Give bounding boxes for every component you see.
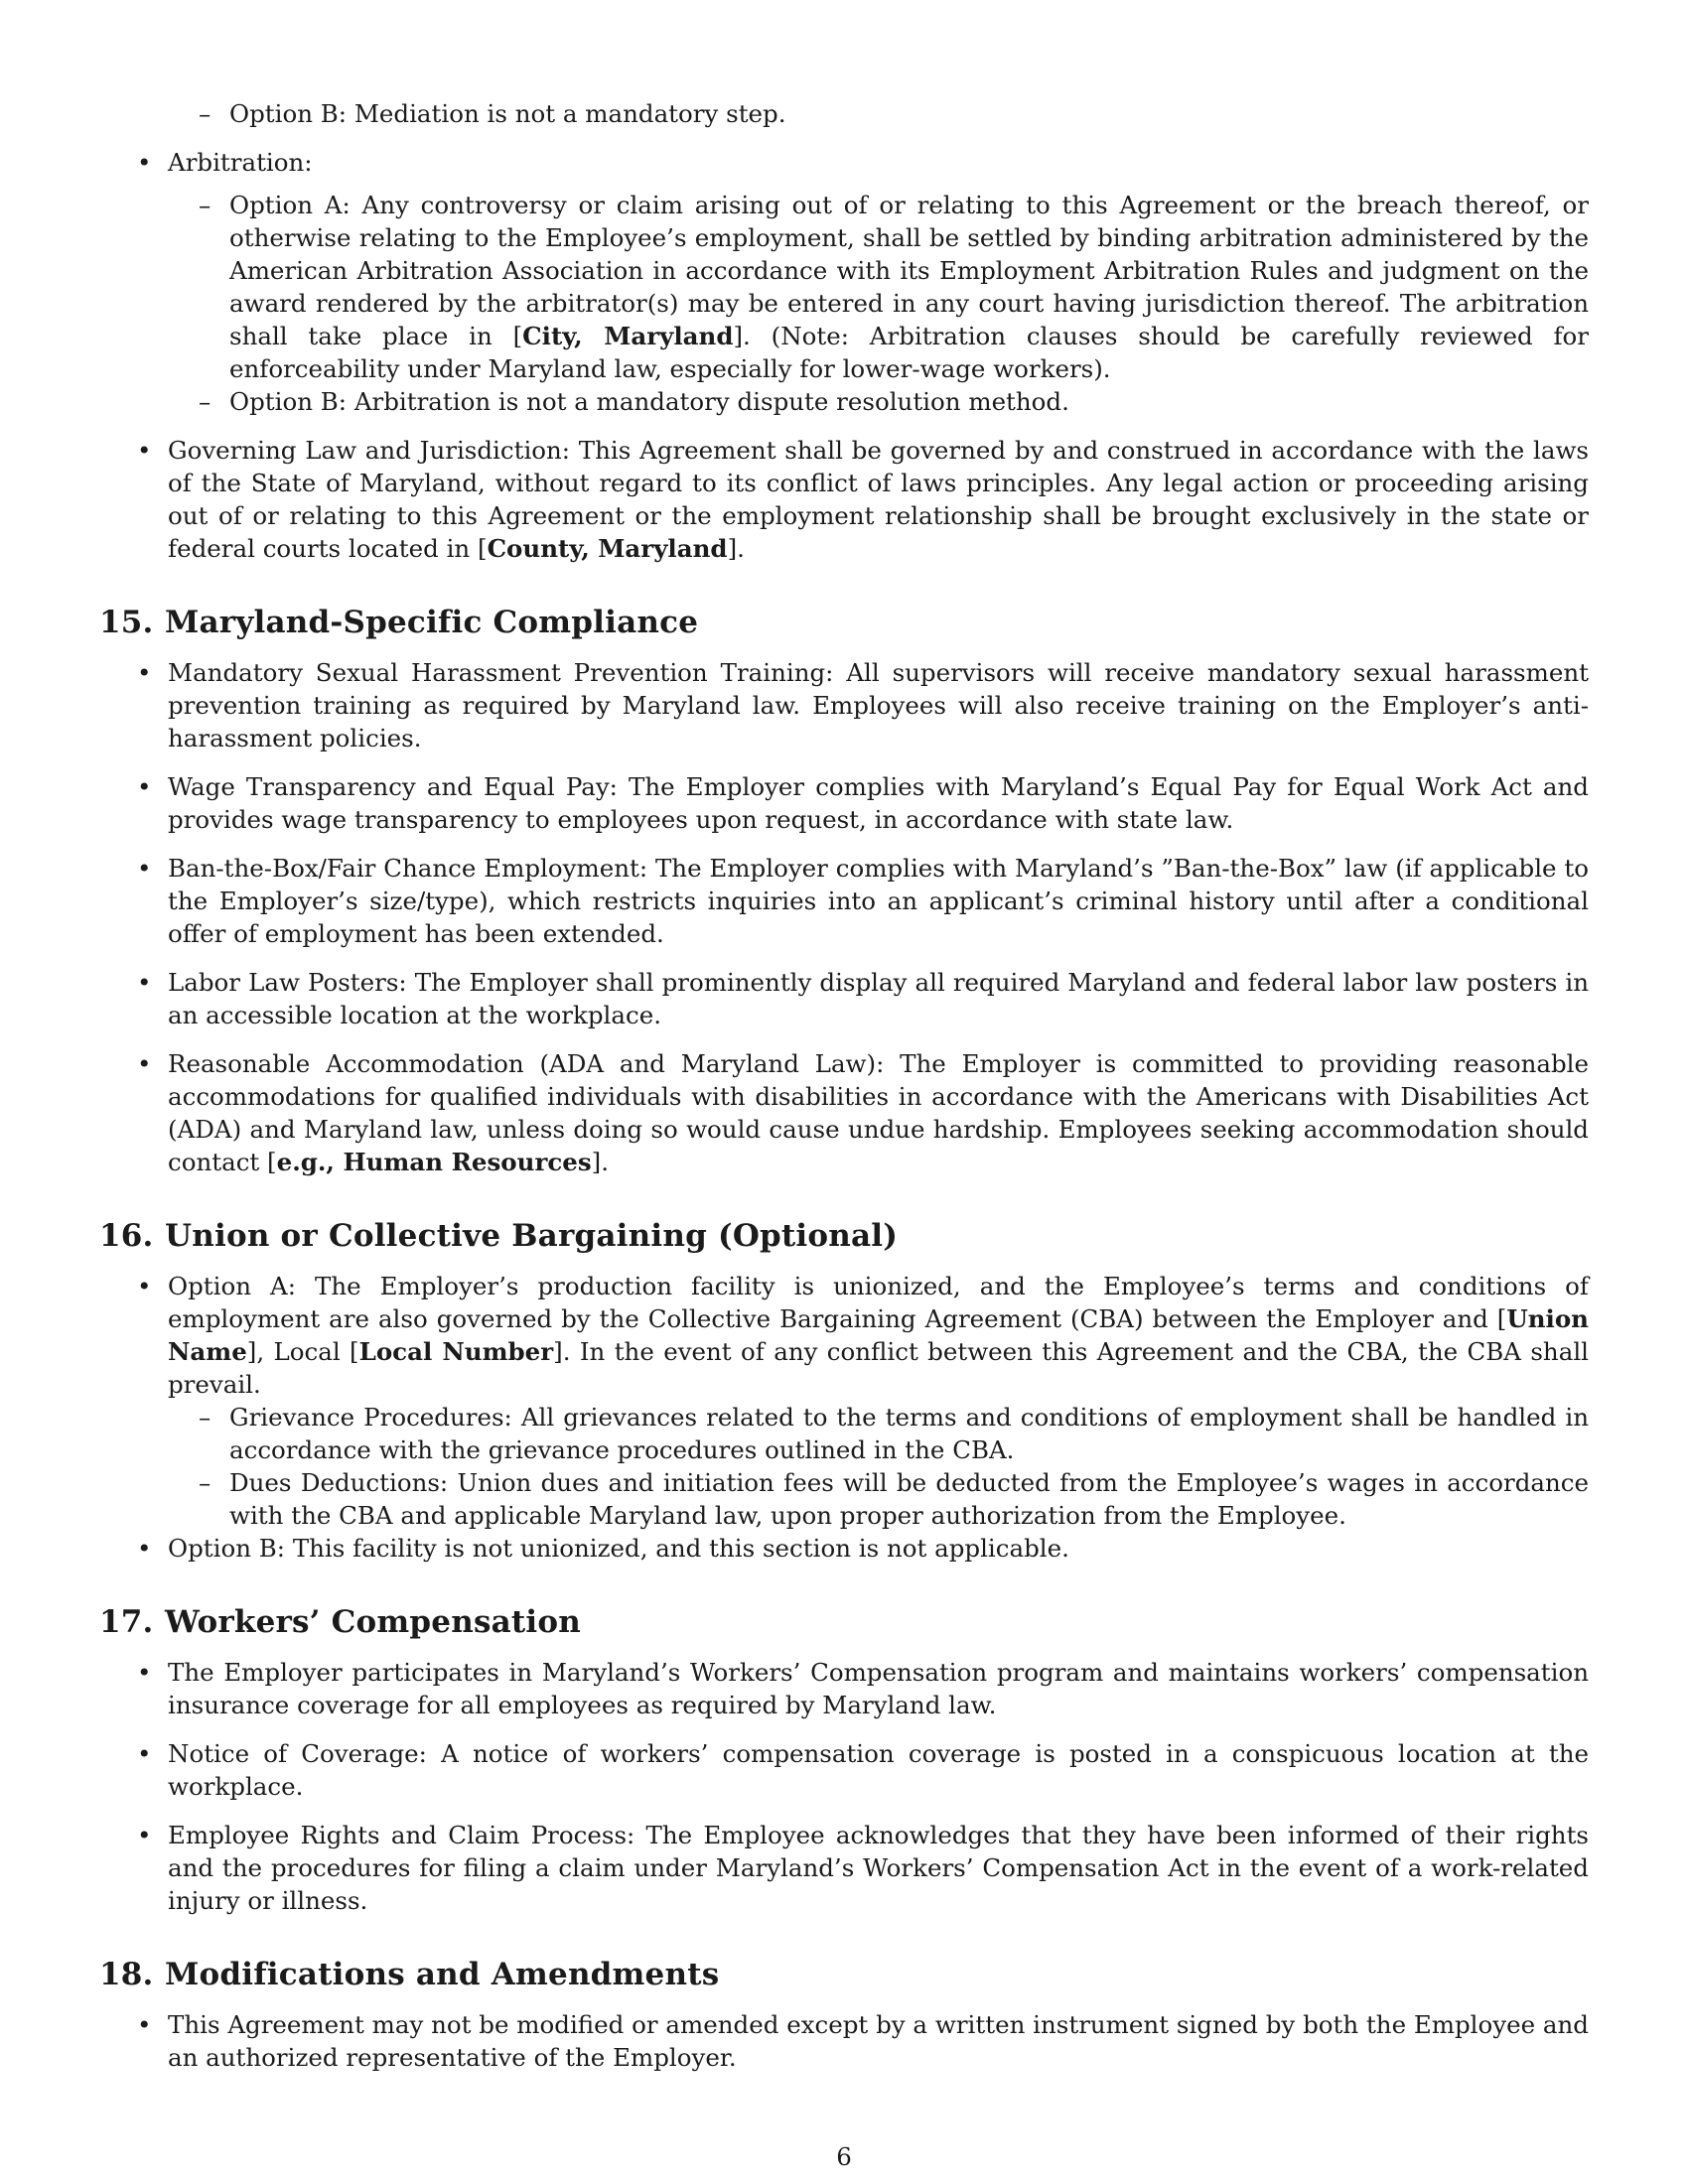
mediation-option-b: – Option B: Mediation is not a mandatory step.	[99, 97, 1589, 130]
section-17-heading: 17. Workers’ Compensation	[99, 1604, 582, 1640]
governing-law-item: • Governing Law and Jurisdiction: This Agreement shall be governed by and construed in accordance with the laws of the State of Maryland, without regard to its conflict of laws principles. Any legal action or proceeding arising out of or relating to this Agreement or the employment relationship shall be brought exclusively in the state or federal courts located in [County, Maryland].	[99, 434, 1589, 565]
modifications-item: • This Agreement may not be modified or amended except by a written instrument signed by both the Employee and an authorized representative of the Employer.	[99, 2008, 1589, 2074]
reasonable-accommodation-item: • Reasonable Accommodation (ADA and Maryland Law): The Employer is committed to providing reasonable accommodations for qualified individuals with disabilities in accordance with the Americans with Disabilities Act (ADA) and Maryland law, unless doing so would cause undue hardship. Employees seeking accommodation should contact [e.g., Human Resources].	[99, 1047, 1589, 1178]
section-18-heading: 18. Modifications and Amendments	[99, 1957, 720, 1992]
document-page	[99, 97, 1589, 2074]
grievance-procedures-item: – Grievance Procedures: All grievances related to the terms and conditions of employment shall be handled in accordance with the grievance procedures outlined in the CBA.	[99, 1401, 1589, 1466]
harassment-training-item: • Mandatory Sexual Harassment Prevention Training: All supervisors will receive mandatory sexual harassment prevention training as required by Maryland law. Employees will also receive training on the Employer’s anti-harassment policies.	[99, 656, 1589, 754]
employee-rights-item: • Employee Rights and Claim Process: The Employee acknowledges that they have been informed of their rights and the procedures for filing a claim under Maryland’s Workers’ Compensation Act in the event of a work-related injury or illness.	[99, 1819, 1589, 1917]
wage-transparency-item: • Wage Transparency and Equal Pay: The Employer complies with Maryland’s Equal Pay for Equal Work Act and provides wage transparency to employees upon request, in accordance with state law.	[99, 770, 1589, 836]
labor-law-posters-item: • Labor Law Posters: The Employer shall prominently display all required Maryland and federal labor law posters in an accessible location at the workplace.	[99, 966, 1589, 1031]
arbitration-option-b: – Option B: Arbitration is not a mandatory dispute resolution method.	[99, 385, 1589, 418]
page-number: 6	[836, 2142, 852, 2171]
notice-of-coverage-item: • Notice of Coverage: A notice of workers’ compensation coverage is posted in a conspicuous location at the workplace.	[99, 1737, 1589, 1803]
union-option-a-item: • Option A: The Employer’s production facility is unionized, and the Employee’s terms and conditions of employment are also governed by the Collective Bargaining Agreement (CBA) between the Employer and [Union Name], Local [Local Number]. In the event of any conflict between this Agreement and the CBA, the CBA shall prevail.	[99, 1270, 1589, 1401]
union-option-b-item: • Option B: This facility is not unionized, and this section is not applicable.	[99, 1532, 1589, 1565]
arbitration-item: • Arbitration:	[99, 146, 1589, 179]
arbitration-option-a: – Option A: Any controversy or claim arising out of or relating to this Agreement or the breach thereof, or otherwise relating to the Employee’s employment, shall be settled by binding arbitration administered by the American Arbitration Association in accordance with its Employment Arbitration Rules and judgment on the award rendered by the arbitrator(s) may be entered in any court having jurisdiction thereof. The arbitration shall take place in [City, Maryland]. (Note: Arbitration clauses should be carefully reviewed for enforceability under Maryland law, especially for lower-wage workers).	[99, 189, 1589, 385]
dues-deductions-item: – Dues Deductions: Union dues and initiation fees will be deducted from the Employee’s wages in accordance with the CBA and applicable Maryland law, upon proper authorization from the Employee.	[99, 1466, 1589, 1532]
section-16-heading: 16. Union or Collective Bargaining (Optional)	[99, 1218, 899, 1254]
workers-comp-participation-item: • The Employer participates in Maryland’s Workers’ Compensation program and maintains workers’ compensation insurance coverage for all employees as required by Maryland law.	[99, 1656, 1589, 1721]
section-15-heading: 15. Maryland-Specific Compliance	[99, 605, 699, 640]
ban-the-box-item: • Ban-the-Box/Fair Chance Employment: The Employer complies with Maryland’s ”Ban-the-Box” law (if applicable to the Employer’s size/type), which restricts inquiries into an applicant’s criminal history until after a conditional offer of employment has been extended.	[99, 852, 1589, 950]
